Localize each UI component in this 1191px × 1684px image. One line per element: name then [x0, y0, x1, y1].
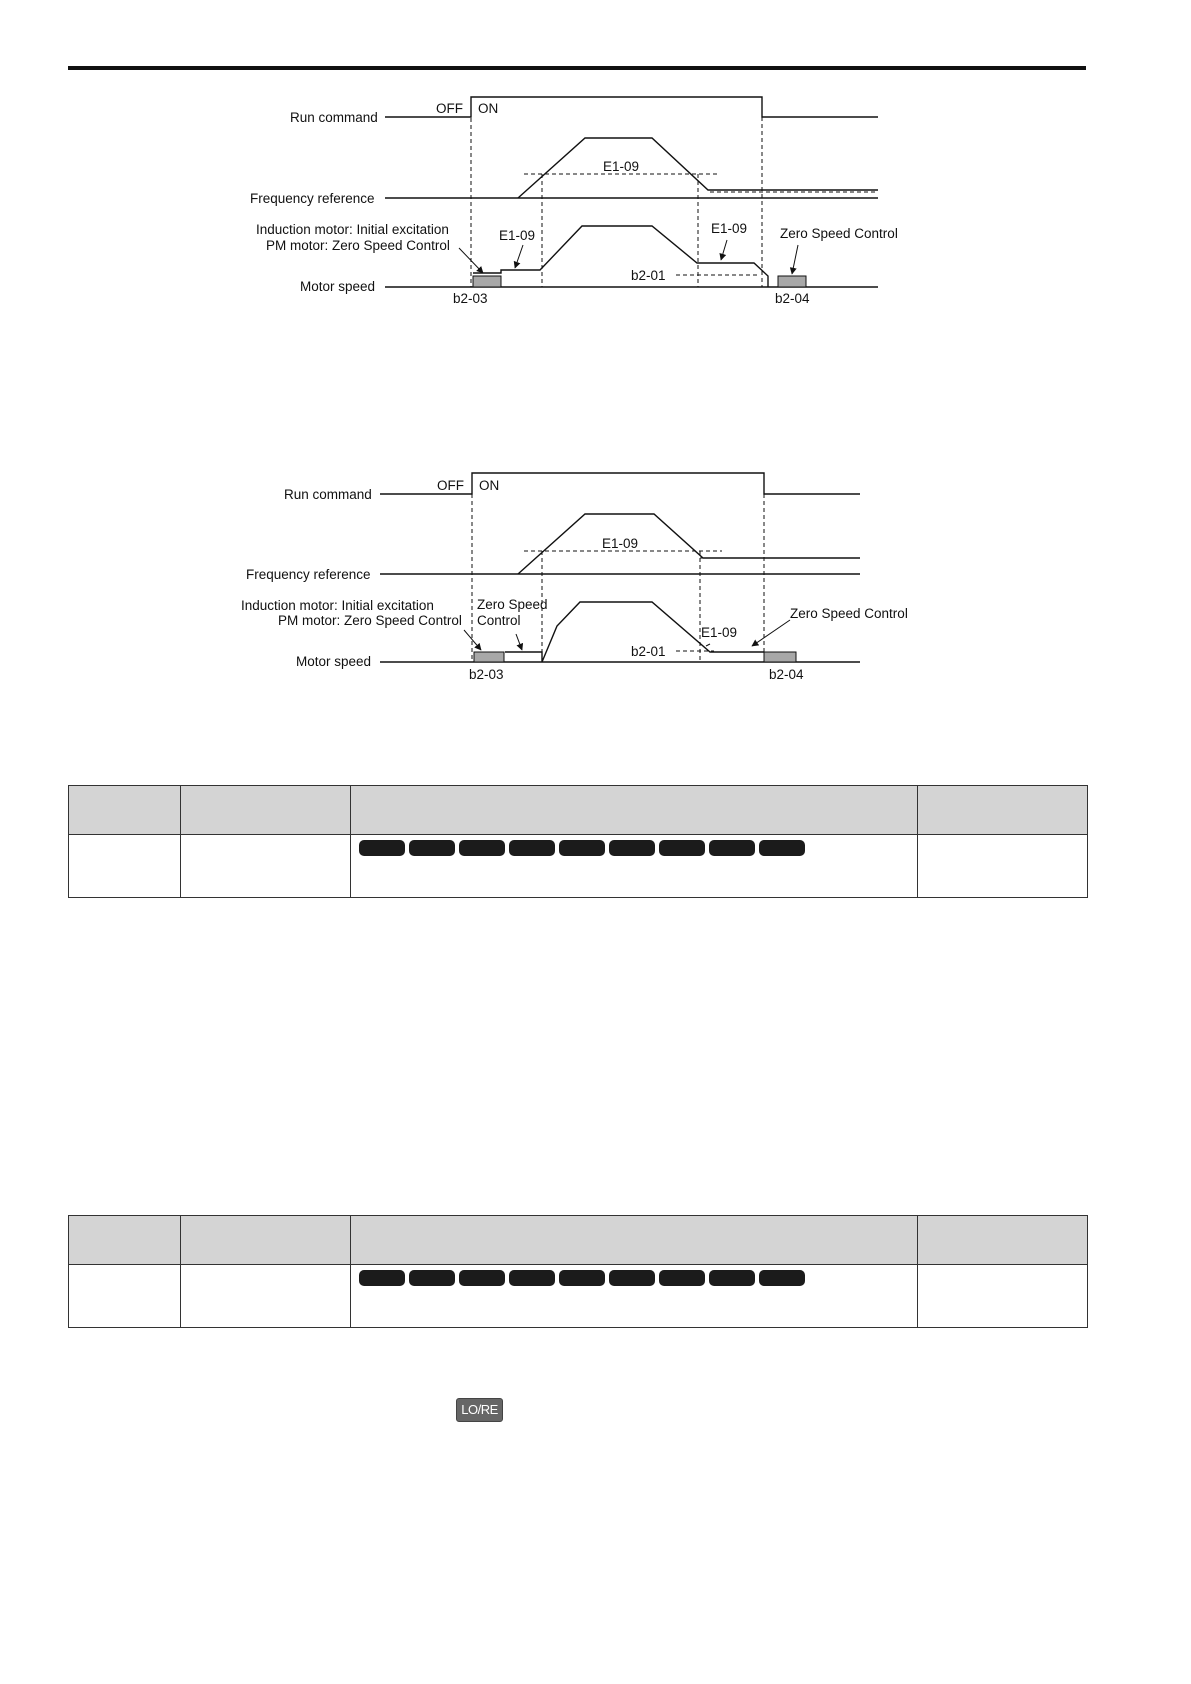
- on-label: ON: [479, 478, 500, 493]
- table-cell: [181, 835, 351, 898]
- control-mode-badge: [359, 1270, 405, 1286]
- table-header-row: [69, 786, 1088, 835]
- control-mode-badge: [509, 1270, 555, 1286]
- parameter-table: [68, 785, 1088, 898]
- control-mode-badge: [709, 840, 755, 856]
- table-cell: [69, 1265, 181, 1328]
- header-cell: [69, 1216, 181, 1265]
- frequency-reference-label: Frequency reference: [250, 191, 375, 206]
- control-mode-badge: [659, 840, 705, 856]
- control-mode-badge: [709, 1270, 755, 1286]
- b2-04-label: b2-04: [769, 667, 804, 682]
- motor-speed-label: Motor speed: [296, 654, 372, 669]
- table-cell: [69, 835, 181, 898]
- control-mode-badge: [359, 840, 405, 856]
- b2-03-label: b2-03: [469, 667, 504, 682]
- lo-re-key-icon: LO/RE: [456, 1398, 503, 1422]
- b2-01-label: b2-01: [631, 268, 666, 283]
- header-cell: [69, 786, 181, 835]
- induction-motor-label: Induction motor: Initial excitation: [256, 222, 449, 237]
- table-cell: [918, 1265, 1088, 1328]
- table-cell: [351, 835, 918, 898]
- off-label: OFF: [437, 478, 464, 493]
- header-cell: [351, 786, 918, 835]
- b2-04-label: b2-04: [775, 291, 810, 306]
- parameter-table: [68, 1215, 1088, 1328]
- control-mode-badge: [559, 840, 605, 856]
- e109-label: E1-09: [701, 625, 738, 640]
- header-cell: [181, 1216, 351, 1265]
- table-cell: [918, 835, 1088, 898]
- e109-label: E1-09: [603, 159, 640, 174]
- table-row: [69, 835, 1088, 898]
- e109-label: E1-09: [602, 536, 639, 551]
- header-cell: [181, 786, 351, 835]
- b2-01-label: b2-01: [631, 644, 666, 659]
- header-cell: [351, 1216, 918, 1265]
- b2-03-label: b2-03: [453, 291, 488, 306]
- table-row: [69, 1265, 1088, 1328]
- table-cell: [351, 1265, 918, 1328]
- control-mode-badge: [759, 840, 805, 856]
- pm-motor-label: PM motor: Zero Speed Control: [266, 238, 450, 253]
- table-header-row: [69, 1216, 1088, 1265]
- control-mode-indicators: [351, 1265, 917, 1286]
- motor-speed-label: Motor speed: [300, 279, 376, 294]
- header-cell: [918, 786, 1088, 835]
- control-mode-badge: [559, 1270, 605, 1286]
- control-mode-badge: [459, 840, 505, 856]
- timing-diagram-top: [0, 80, 1191, 320]
- zero-speed-label: Zero Speed: [477, 597, 548, 612]
- run-command-label: Run command: [284, 487, 372, 502]
- timing-diagram-bottom: [0, 460, 1191, 690]
- page-top-rule: [68, 66, 1086, 70]
- run-command-label: Run command: [290, 110, 378, 125]
- control-mode-badge: [459, 1270, 505, 1286]
- frequency-reference-label: Frequency reference: [246, 567, 371, 582]
- control-mode-badge: [409, 1270, 455, 1286]
- on-label: ON: [478, 101, 499, 116]
- control-mode-badge: [759, 1270, 805, 1286]
- control-mode-badge: [609, 840, 655, 856]
- zero-speed-control-label: Zero Speed Control: [780, 226, 898, 241]
- control-mode-indicators: [351, 835, 917, 856]
- pm-motor-label: PM motor: Zero Speed Control: [278, 613, 462, 628]
- e109-label: E1-09: [499, 228, 536, 243]
- zero-speed-control-label: Zero Speed Control: [790, 606, 908, 621]
- control-mode-badge: [609, 1270, 655, 1286]
- induction-motor-label: Induction motor: Initial excitation: [241, 598, 434, 613]
- header-cell: [918, 1216, 1088, 1265]
- zero-speed-control-label: Control: [477, 613, 521, 628]
- off-label: OFF: [436, 101, 463, 116]
- e109-label: E1-09: [711, 221, 748, 236]
- control-mode-badge: [659, 1270, 705, 1286]
- control-mode-badge: [409, 840, 455, 856]
- table-cell: [181, 1265, 351, 1328]
- control-mode-badge: [509, 840, 555, 856]
